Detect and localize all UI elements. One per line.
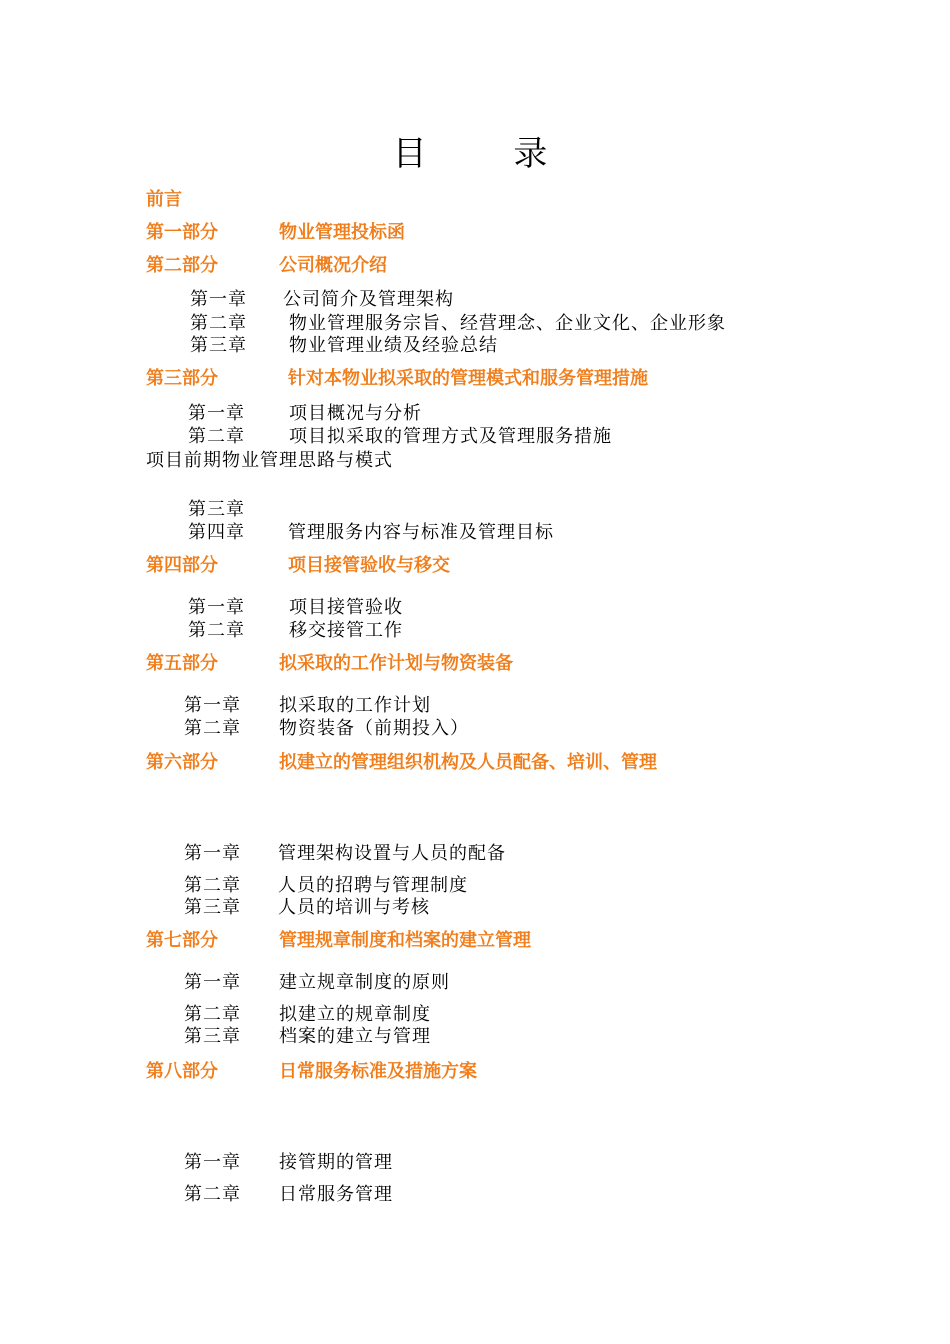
chapter-title: 人员的招聘与管理制度 [278,875,468,896]
chapter-title: 项目概况与分析 [289,403,422,424]
part-title: 项目接管验收与移交 [288,555,450,576]
chapter-number: 第一章 [188,403,245,424]
chapter-title: 建立规章制度的原则 [279,972,450,993]
part-title: 物业管理投标函 [279,222,405,243]
chapter-title: 档案的建立与管理 [279,1026,431,1047]
chapter-title: 接管期的管理 [279,1152,393,1173]
chapter-title: 项目拟采取的管理方式及管理服务措施 [289,426,612,447]
part-title: 管理规章制度和档案的建立管理 [279,930,531,951]
chapter-number: 第二章 [184,718,241,739]
chapter-number: 第一章 [190,289,247,310]
chapter-title: 日常服务管理 [279,1184,393,1205]
part-number: 第七部分 [146,930,218,951]
preface-label: 前言 [146,189,182,210]
chapter-number: 第二章 [188,620,245,641]
chapter-number: 第四章 [188,522,245,543]
part-number: 第三部分 [146,368,218,389]
part-title: 公司概况介绍 [279,255,387,276]
chapter-title: 管理架构设置与人员的配备 [278,843,506,864]
chapter-title: 物业管理服务宗旨、经营理念、企业文化、企业形象 [289,313,726,334]
chapter-number: 第三章 [184,1026,241,1047]
part-number: 第四部分 [146,555,218,576]
chapter-number: 第二章 [184,1184,241,1205]
part-title: 拟采取的工作计划与物资装备 [279,653,513,674]
chapter-title: 物资装备（前期投入） [279,718,469,739]
chapter-title: 物业管理业绩及经验总结 [289,335,498,356]
chapter-title: 项目接管验收 [289,597,403,618]
chapter-title: 管理服务内容与标准及管理目标 [288,522,554,543]
chapter-number: 第一章 [184,972,241,993]
part-title: 拟建立的管理组织机构及人员配备、培训、管理 [279,752,657,773]
part-number: 第八部分 [146,1061,218,1082]
chapter-title: 移交接管工作 [289,620,403,641]
chapter-title: 拟建立的规章制度 [279,1004,431,1025]
part-number: 第一部分 [146,222,218,243]
chapter-number: 第一章 [184,1152,241,1173]
chapter-number: 第三章 [184,897,241,918]
toc-preface [146,189,182,211]
chapter-number: 第一章 [184,843,241,864]
chapter-number: 第二章 [188,426,245,447]
toc-loose-entry: 项目前期物业管理思路与模式 [146,450,393,471]
part-number: 第二部分 [146,255,218,276]
chapter-number: 第二章 [184,1004,241,1025]
chapter-title: 人员的培训与考核 [278,897,430,918]
page-title: 目 录 [392,134,586,174]
chapter-title: 拟采取的工作计划 [279,695,431,716]
chapter-number: 第二章 [190,313,247,334]
chapter-number: 第一章 [188,597,245,618]
part-number: 第五部分 [146,653,218,674]
chapter-number: 第三章 [188,499,245,520]
chapter-title: 公司简介及管理架构 [283,289,454,310]
chapter-number: 第一章 [184,695,241,716]
part-number: 第六部分 [146,752,218,773]
part-title: 日常服务标准及措施方案 [279,1061,477,1082]
part-title: 针对本物业拟采取的管理模式和服务管理措施 [288,368,648,389]
chapter-number: 第三章 [190,335,247,356]
chapter-number: 第二章 [184,875,241,896]
